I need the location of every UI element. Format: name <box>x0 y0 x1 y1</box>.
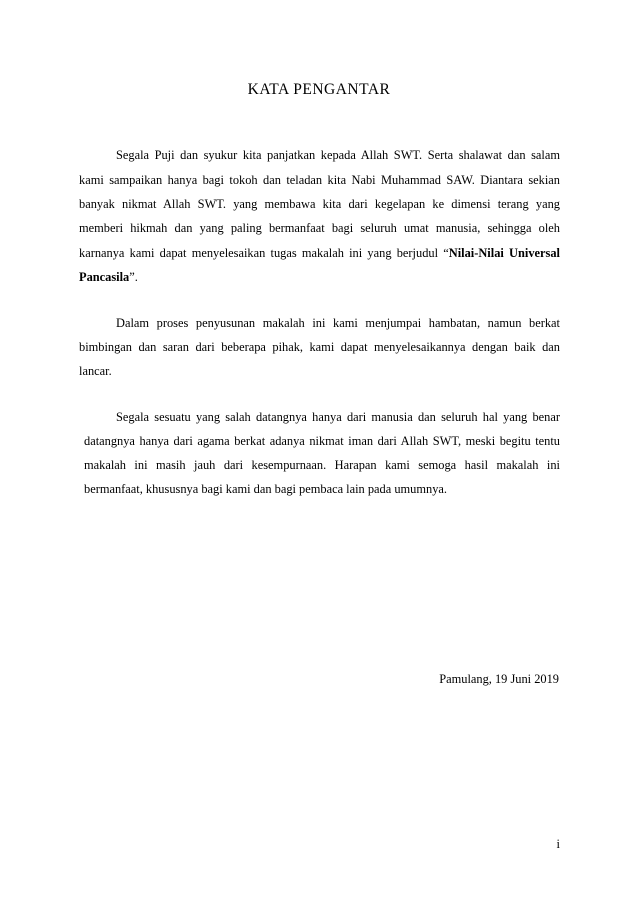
page-number: i <box>556 837 560 851</box>
paragraph-1-line-3: banyak nikmat Allah SWT. yang membawa kita dari kegelapan ke dimensi terang yang <box>79 197 560 211</box>
page-title: KATA PENGANTAR <box>247 81 391 98</box>
paragraph-1-line-4: memberi hikmah dan yang paling bermanfaat bagi seluruh umat manusia, sehingga oleh <box>79 221 560 235</box>
paragraph-2-line-1: Dalam proses penyusunan makalah ini kami menjumpai hambatan, namun berkat <box>116 316 560 330</box>
paragraph-1-line-6 <box>79 269 138 285</box>
paragraph-1-line-5-text: karnanya kami dapat menyelesaikan tugas makalah ini yang berjudul “ <box>79 246 449 260</box>
paragraph-3-line-3: makalah ini masih jauh dari kesempurnaan. Harapan kami semoga hasil makalah ini <box>84 458 560 472</box>
paper-title-part-1: Nilai-Nilai Universal <box>448 246 560 260</box>
paragraph-1-line-1: Segala Puji dan syukur kita panjatkan kepada Allah SWT. Serta shalawat dan salam <box>116 148 560 162</box>
paragraph-3-line-1: Segala sesuatu yang salah datangnya hanya dari manusia dan seluruh hal yang benar <box>116 410 560 424</box>
paragraph-2-line-3: lancar. <box>79 364 112 378</box>
paragraph-1-line-6-text: ”. <box>129 270 138 284</box>
paragraph-2-line-2: bimbingan dan saran dari beberapa pihak, kami dapat menyelesaikannya dengan baik dan <box>79 340 560 354</box>
paragraph-3-line-2: datangnya hanya dari agama berkat adanya nikmat iman dari Allah SWT, meski begitu tentu <box>84 434 560 448</box>
paragraph-3-line-4: bermanfaat, khususnya bagi kami dan bagi pembaca lain pada umumnya. <box>84 482 447 496</box>
paragraph-1-line-2: kami sampaikan hanya bagi tokoh dan teladan kita Nabi Muhammad SAW. Diantara sekian <box>79 173 560 187</box>
place-and-date: Pamulang, 19 Juni 2019 <box>439 672 559 686</box>
paper-title-part-2: Pancasila <box>79 270 130 284</box>
paragraph-1-line-5 <box>79 245 560 261</box>
